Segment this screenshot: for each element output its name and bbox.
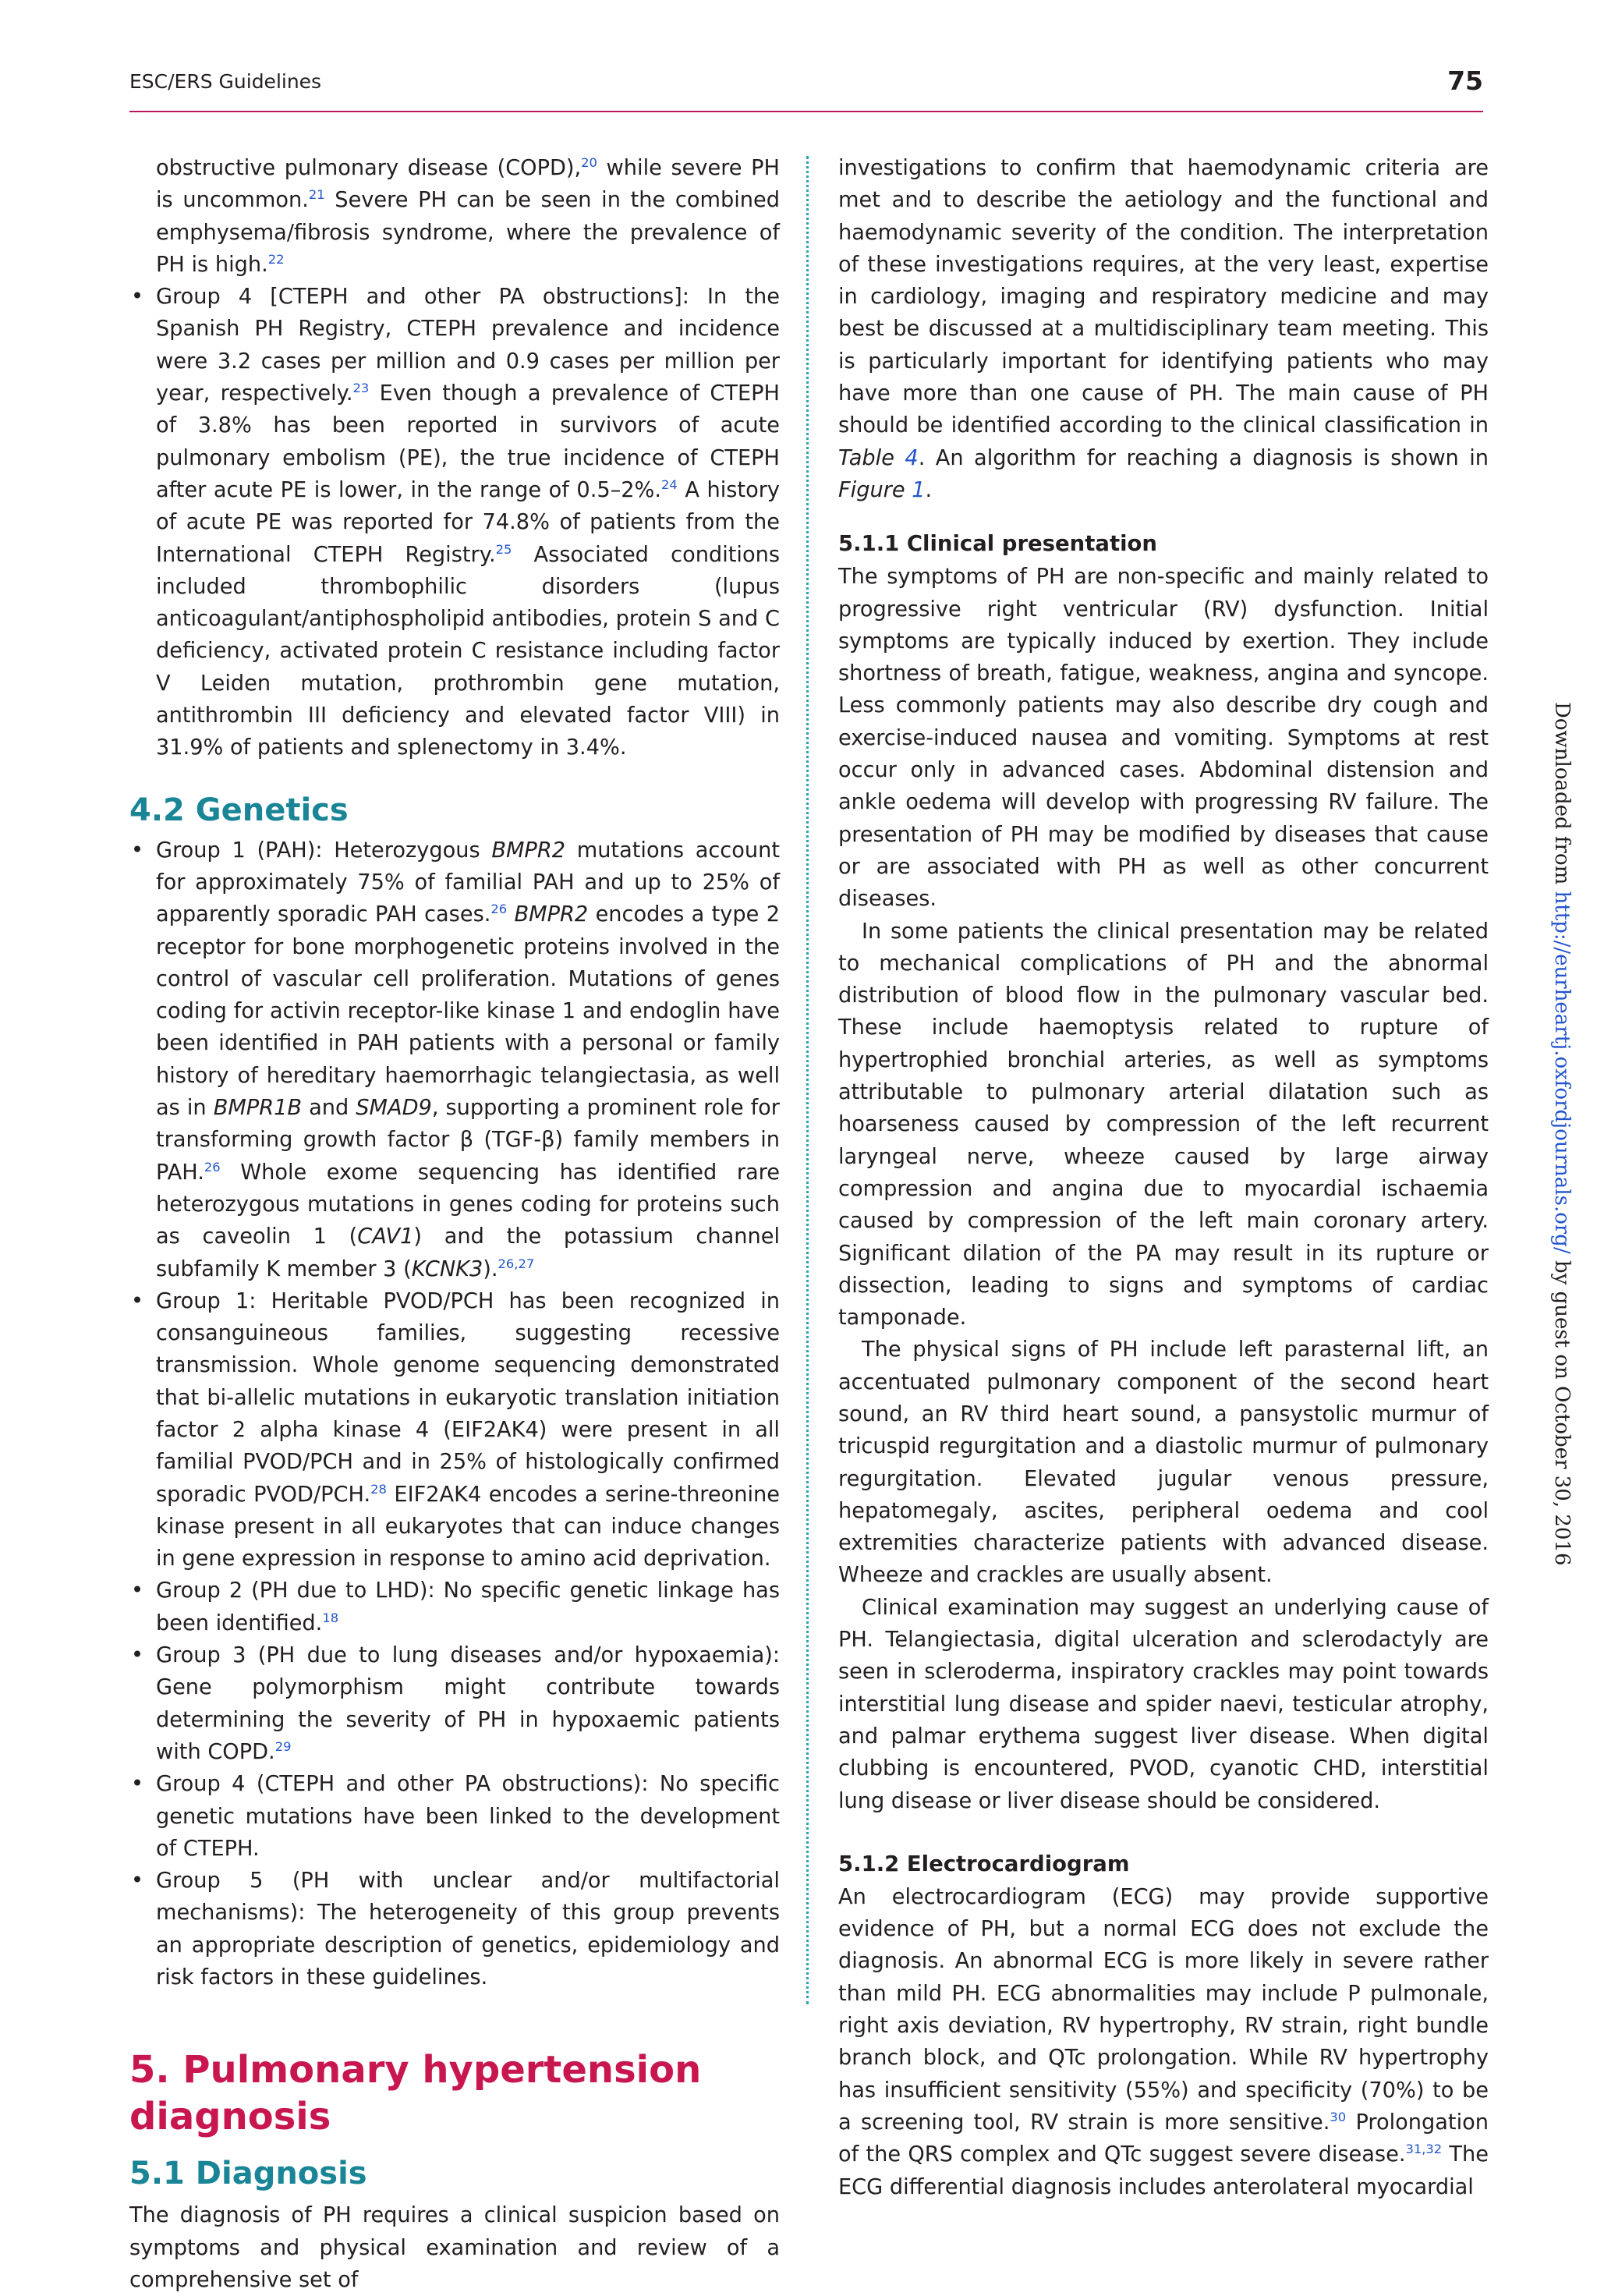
gene-name: CAV1 — [357, 1224, 414, 1249]
subsection-heading-electrocardiogram: 5.1.2 Electrocardiogram — [838, 1851, 1130, 1876]
text-run: Table — [838, 445, 905, 470]
investigations-paragraph — [838, 152, 1489, 506]
text-run: Prolongation of the QRS complex and QTc suggest severe disease. — [838, 2110, 1489, 2167]
citation-26[interactable]: 26 — [204, 1159, 221, 1175]
clinical-examination-paragraph: Clinical examination may suggest an underlying cause of PH. Telangiectasia, digital ulceration and sclerodactyly are seen in scleroderma, inspiratory crackles may point towards interstitial lung disease and spider naevi, testicular atrophy, and palmar erythema suggest liver disease. When digital clubbing is encountered, PVOD, cyanotic CHD, interstitial lung disease or liver disease should be considered. — [838, 1595, 1489, 1813]
text-run: 4 — [905, 445, 919, 470]
citation-23[interactable]: 23 — [352, 381, 370, 396]
text-run: . An algorithm for reaching a diagnosis is shown in — [918, 445, 1489, 470]
section-heading-genetics: 4.2 Genetics — [129, 792, 349, 828]
text-run: EIF2AK4 encodes a serine-threonine kinase present in all eukaryotes that can induce changes in gene expression in response to amino acid deprivation. — [156, 1482, 780, 1571]
text-run: . — [925, 477, 933, 502]
diagnosis-paragraph: The diagnosis of PH requires a clinical suspicion based on symptoms and physical examination and review of a comprehensive set of — [129, 2203, 780, 2292]
text-run: Group 4 [CTEPH and other PA obstructions]: In the Spanish PH Registry, CTEPH prevalence and incidence were 3.2 cases per million and 0.9 cases per million per year, respectively. — [156, 285, 780, 406]
mechanical-complications-paragraph: In some patients the clinical presentation may be related to mechanical complications of PH and the abnormal distribution of blood flow in the pulmonary vascular bed. These include haemoptysis related to rupture of hypertrophied bronchial arteries, as well as symptoms attributable to pulmonary arterial dilatation such as hoarseness caused by compression of the left recurrent laryngeal nerve, wheeze caused by large airway compression and angina due to myocardial ischaemia caused by compression of the left main coronary artery. Significant dilation of the PA may result in its rupture or dissection, leading to signs and symptoms of cardiac tamponade. — [838, 919, 1489, 1330]
citation-24[interactable]: 24 — [661, 477, 678, 492]
right-column — [838, 152, 1489, 2203]
citation-22[interactable]: 22 — [267, 251, 285, 267]
journal-name: ESC/ERS Guidelines — [129, 70, 322, 93]
ecg-paragraph — [838, 1881, 1489, 2203]
text-run: Figure — [838, 477, 912, 502]
text-run: , supporting a prominent role for transforming growth factor β (TGF-β) family members in PAH. — [156, 1096, 780, 1185]
subsection-heading-clinical-presentation: 5.1.1 Clinical presentation — [838, 531, 1158, 557]
copd-paragraph — [129, 152, 780, 281]
left-column — [129, 152, 780, 2296]
text-run: encodes a type 2 receptor for bone morphogenetic proteins involved in the control of vascular cell proliferation. Mutations of genes coding for activin receptor-like kinase 1 and endoglin have been identified in PAH patients with a personal or family history of hereditary haemorrhagic telangiectasia, as well as in — [156, 902, 780, 1121]
download-sidebar — [1550, 702, 1589, 2012]
genetics-group4-item: • Group 4 (CTEPH and other PA obstructions): No specific genetic mutations have been linked to the development of CTEPH. — [129, 1768, 780, 1865]
header-rule — [129, 111, 1483, 112]
genetics-group1-pah-item — [129, 834, 780, 1285]
text-run: mutations account for approximately 75% of familial PAH and up to 25% of apparently sporadic PAH cases. — [156, 838, 780, 927]
text-run: 1 — [912, 477, 926, 502]
epidemiology-list — [129, 281, 780, 764]
text-run: Group 2 (PH due to LHD): No specific genetic linkage has been identified. — [156, 1578, 780, 1635]
citation-31-32[interactable]: 31,32 — [1405, 2142, 1443, 2157]
section-heading-diagnosis: 5.1 Diagnosis — [129, 2156, 367, 2192]
text-run: obstructive pulmonary disease (COPD), — [156, 156, 582, 180]
figure-1-link[interactable] — [838, 478, 926, 502]
page-number: 75 — [1447, 66, 1483, 96]
page-header — [129, 66, 1483, 98]
gene-name: BMPR1B — [213, 1096, 303, 1121]
gene-name: KCNK3 — [411, 1256, 483, 1281]
column-divider — [806, 156, 809, 2004]
text-run: Group 1 (PAH): Heterozygous — [156, 838, 492, 863]
text-run: by guest on October 30, 2016 — [1550, 1253, 1574, 1566]
genetics-group3-item — [129, 1639, 780, 1768]
table-4-link[interactable] — [838, 446, 919, 470]
text-run: while severe PH is uncommon. — [156, 156, 780, 213]
citation-21[interactable]: 21 — [308, 187, 325, 203]
text-run: ) and the potassium channel subfamily K member 3 ( — [156, 1224, 780, 1281]
citation-26[interactable]: 26 — [490, 902, 508, 917]
section-heading-ph-diagnosis: 5. Pulmonary hypertension diagnosis — [129, 2048, 702, 2139]
text-run: Even though a prevalence of CTEPH of 3.8% has been reported in survivors of acute pulmonary embolism (PE), the true incidence of CTEPH after acute PE is lower, in the range of 0.5–2%. — [156, 381, 780, 502]
text-run: A history of acute PE was reported for 74.8% of patients from the International CTEPH Registry. — [156, 477, 780, 567]
download-notice — [1550, 702, 1574, 1566]
citation-20[interactable]: 20 — [581, 154, 597, 170]
physical-signs-paragraph: The physical signs of PH include left parasternal lift, an accentuated pulmonary component of the second heart sound, an RV third heart sound, a pansystolic murmur of tricuspid regurgitation and a diastolic murmur of pulmonary regurgitation. Elevated jugular venous pressure, hepatomegaly, ascites, peripheral oedema and cool extremities characterize patients with advanced disease. Wheeze and crackles are usually absent. — [838, 1338, 1489, 1588]
citation-25[interactable]: 25 — [495, 541, 512, 557]
symptoms-paragraph: The symptoms of PH are non-specific and mainly related to progressive right ventricular (RV) dysfunction. Initial symptoms are typically induced by exertion. They include shortness of breath, fatigue, weakness, angina and syncope. Less commonly patients may also describe dry cough and exercise-induced nausea and vomiting. Symptoms at rest occur only in advanced cases. Abdominal distension and ankle oedema will develop with progressing RV failure. The presentation of PH may be modified by diseases that cause or are associated with PH as well as other concurrent diseases. — [838, 565, 1489, 912]
text-run: ). — [483, 1256, 498, 1281]
group4-epidemiology-item — [129, 281, 780, 764]
genetics-group2-item — [129, 1575, 780, 1639]
journal-url-link[interactable]: http://eurheartj.oxfordjournals.org/ — [1550, 891, 1574, 1254]
text-run: Downloaded from — [1550, 702, 1574, 891]
citation-30[interactable]: 30 — [1330, 2109, 1347, 2124]
citation-18[interactable]: 18 — [322, 1610, 339, 1625]
gene-name: BMPR2 — [491, 838, 566, 863]
text-run: An electrocardiogram (ECG) may provide supportive evidence of PH, but a normal ECG does not exclude the diagnosis. An abnormal ECG is more likely in severe rather than mild PH. ECG abnormalities may include P pulmonale, right axis deviation, RV hypertrophy, RV strain, right bundle branch block, and QTc prolongation. While RV hypertrophy has insufficient sensitivity (55%) and specificity (70%) to be a screening tool, RV strain is more sensitive. — [838, 1884, 1489, 2135]
text-run: Group 3 (PH due to lung diseases and/or hypoxaemia): Gene polymorphism might contribute towards determining the severity of PH in hypoxaemic patients with COPD. — [156, 1643, 780, 1764]
text-run: Severe PH can be seen in the combined emphysema/fibrosis syndrome, where the prevalence of PH is high. — [156, 188, 780, 277]
citation-26-27[interactable]: 26,27 — [498, 1256, 535, 1271]
text-run: and — [302, 1096, 356, 1121]
genetics-group5-item: • Group 5 (PH with unclear and/or multifactorial mechanisms): The heterogeneity of this group prevents an appropriate description of genetics, epidemiology and risk factors in these guidelines. — [129, 1865, 780, 1993]
text-run: Whole exome sequencing has identified rare heterozygous mutations in genes coding for proteins such as caveolin 1 ( — [156, 1160, 780, 1249]
citation-28[interactable]: 28 — [370, 1481, 387, 1497]
text-run: investigations to confirm that haemodynamic criteria are met and to describe the aetiology and the functional and haemodynamic severity of the condition. The interpretation of these investigations requires, at the very least, expertise in cardiology, imaging and respiratory medicine and may best be discussed at a multidisciplinary team meeting. This is particularly important for identifying patients who may have more than one cause of PH. The main cause of PH should be identified according to the clinical classification in — [838, 156, 1489, 438]
citation-29[interactable]: 29 — [274, 1738, 292, 1754]
gene-name: SMAD9 — [356, 1096, 432, 1121]
text-run: Group 1: Heritable PVOD/PCH has been recognized in consanguineous families, suggesting recessive transmission. Whole genome sequencing demonstrated that bi-allelic mutations in eukaryotic translation initiation factor 2 alpha kinase 4 (EIF2AK4) were present in all familial PVOD/PCH and in 25% of histologically confirmed sporadic PVOD/PCH. — [156, 1288, 780, 1507]
genetics-list — [129, 834, 780, 1994]
text-run: The ECG differential diagnosis includes anterolateral myocardial — [838, 2142, 1489, 2199]
genetics-group1-pvod-item — [129, 1285, 780, 1575]
gene-name: BMPR2 — [514, 902, 589, 927]
text-run: Associated conditions included thrombophilic disorders (lupus anticoagulant/antiphospholipid antibodies, protein S and C deficiency, activated protein C resistance including factor V Leiden mutation, prothrombin gene mutation, antithrombin III deficiency and elevated factor VIII) in 31.9% of patients and splenectomy in 3.4%. — [156, 542, 780, 760]
